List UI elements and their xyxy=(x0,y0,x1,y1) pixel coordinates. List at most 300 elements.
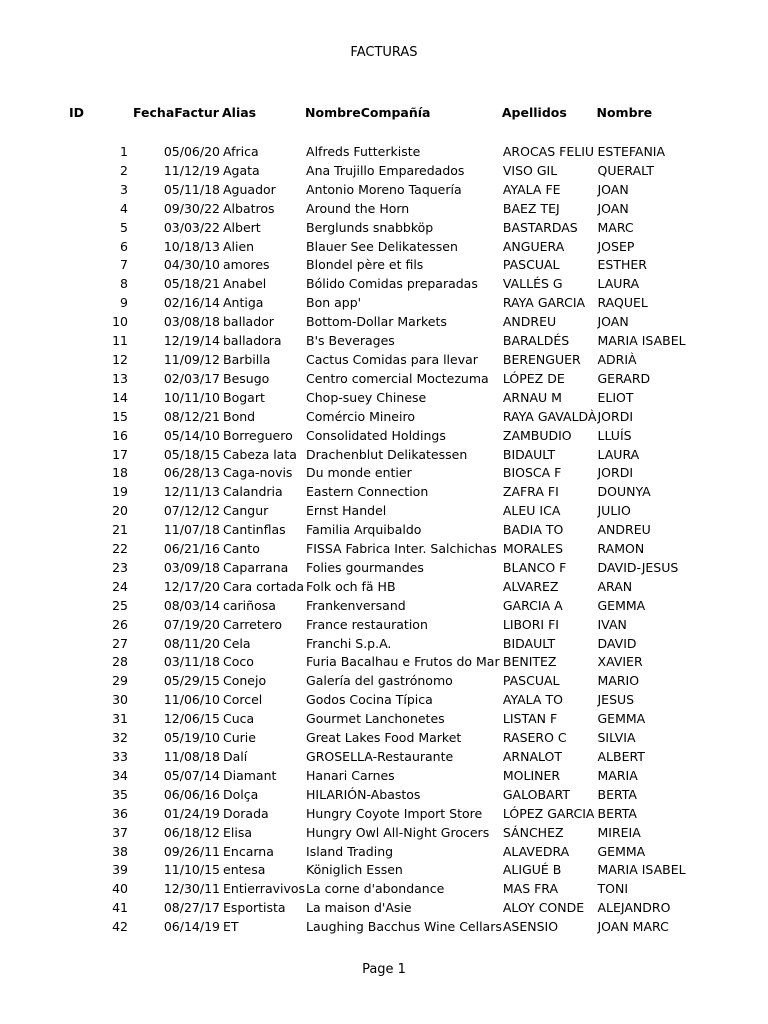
cell-nombre: JORDI xyxy=(597,465,634,481)
cell-apellidos: BADIA TO xyxy=(502,522,564,538)
cell-id: 35 xyxy=(112,786,128,802)
cell-compania: Folk och fä HB xyxy=(306,578,396,594)
cell-compania: Laughing Bacchus Wine Cellars xyxy=(306,919,502,935)
cell-nombre: LLUÍS xyxy=(597,427,632,443)
cell-nombre: GERARD xyxy=(597,370,651,386)
cell-compania: Bottom-Dollar Markets xyxy=(306,314,447,330)
cell-fecha: 05/19/10 xyxy=(163,730,220,746)
cell-compania: Comércio Mineiro xyxy=(306,408,415,424)
cell-alias: Caparrana xyxy=(223,559,289,575)
cell-apellidos: BARALDÉS xyxy=(502,333,570,349)
cell-alias: Bond xyxy=(223,408,256,424)
cell-fecha: 01/24/19 xyxy=(163,805,220,821)
cell-nombre: DAVID xyxy=(597,635,637,651)
cell-fecha: 05/06/20 xyxy=(163,144,220,159)
cell-id: 13 xyxy=(112,370,128,386)
cell-compania: Gourmet Lanchonetes xyxy=(306,711,445,727)
cell-compania: La maison d'Asie xyxy=(306,900,412,916)
cell-fecha: 05/18/21 xyxy=(163,276,220,292)
cell-compania: Du monde entier xyxy=(306,465,412,481)
header-fecha: FechaFactur xyxy=(133,104,219,120)
cell-fecha: 06/18/12 xyxy=(163,824,220,840)
cell-compania: Frankenversand xyxy=(306,597,406,613)
cell-apellidos: LÓPEZ DE xyxy=(502,370,565,386)
cell-fecha: 06/28/13 xyxy=(163,465,220,481)
cell-apellidos: LÓPEZ GARCIA xyxy=(502,805,595,821)
cell-id: 29 xyxy=(112,673,128,689)
cell-nombre: RAMON xyxy=(597,541,645,557)
cell-id: 33 xyxy=(112,749,128,764)
table-row xyxy=(0,729,686,748)
cell-compania: HILARIÓN-Abastos xyxy=(306,786,421,802)
cell-fecha: 09/30/22 xyxy=(163,200,220,216)
cell-compania: Consolidated Holdings xyxy=(306,427,446,443)
cell-alias: Diamant xyxy=(223,767,277,783)
cell-nombre: TONI xyxy=(597,881,629,897)
table-row xyxy=(0,502,686,521)
cell-alias: Aguador xyxy=(223,181,276,197)
cell-alias: Borreguero xyxy=(223,427,293,443)
cell-fecha: 12/19/14 xyxy=(163,333,220,349)
cell-id: 12 xyxy=(112,351,128,367)
header-alias: Alias xyxy=(222,104,257,120)
header-compania: NombreCompañía xyxy=(305,104,431,120)
table-row xyxy=(0,408,686,427)
table-row xyxy=(0,748,686,767)
cell-nombre: JOAN MARC xyxy=(597,919,669,935)
cell-alias: Antiga xyxy=(223,295,264,311)
cell-alias: Corcel xyxy=(223,692,263,708)
cell-alias: entesa xyxy=(223,862,266,878)
table-row xyxy=(0,899,686,918)
cell-nombre: MARIA xyxy=(597,767,638,783)
cell-id: 4 xyxy=(120,200,128,216)
cell-compania: Familia Arquibaldo xyxy=(306,522,422,538)
cell-fecha: 07/19/20 xyxy=(163,616,220,632)
cell-fecha: 05/14/10 xyxy=(163,427,220,443)
cell-nombre: GEMMA xyxy=(597,597,646,613)
cell-fecha: 12/17/20 xyxy=(163,578,220,594)
cell-apellidos: ALAVEDRA xyxy=(502,843,570,859)
table-row xyxy=(0,332,686,351)
cell-nombre: RAQUEL xyxy=(597,295,648,311)
table-row xyxy=(0,313,686,332)
cell-apellidos: ASENSIO xyxy=(502,919,559,935)
cell-compania: FISSA Fabrica Inter. Salchichas xyxy=(306,541,497,557)
cell-compania: Around the Horn xyxy=(306,200,410,216)
cell-apellidos: ANDREU xyxy=(502,314,557,330)
table-row xyxy=(0,275,686,294)
table-row xyxy=(0,351,686,370)
cell-apellidos: AROCAS FELIU xyxy=(502,144,595,159)
cell-id: 27 xyxy=(112,635,128,651)
cell-id: 39 xyxy=(112,862,128,878)
cell-alias: Bogart xyxy=(223,389,265,405)
cell-compania: Bon app' xyxy=(306,295,362,311)
cell-alias: Cuca xyxy=(223,711,255,727)
cell-alias: ballador xyxy=(223,314,274,330)
cell-apellidos: ZAFRA FI xyxy=(502,484,559,500)
cell-alias: Besugo xyxy=(223,370,270,386)
table-row xyxy=(0,653,686,672)
table-row xyxy=(0,464,686,483)
cell-fecha: 03/08/18 xyxy=(163,314,220,330)
cell-nombre: JULIO xyxy=(597,503,631,519)
cell-nombre: MARC xyxy=(597,219,634,235)
document-title: FACTURAS xyxy=(350,45,418,60)
cell-alias: Agata xyxy=(223,162,260,178)
cell-alias: Barbilla xyxy=(223,351,271,367)
cell-nombre: ALEJANDRO xyxy=(597,900,671,916)
cell-apellidos: RAYA GAVALDÀ xyxy=(502,408,597,424)
cell-compania: Chop-suey Chinese xyxy=(306,389,427,405)
cell-apellidos: BASTARDAS xyxy=(502,219,578,235)
cell-fecha: 11/06/10 xyxy=(163,692,220,708)
cell-nombre: JOAN xyxy=(597,181,629,197)
cell-fecha: 10/18/13 xyxy=(163,238,220,254)
cell-nombre: JESUS xyxy=(597,692,635,708)
cell-fecha: 03/09/18 xyxy=(163,559,220,575)
cell-apellidos: BLANCO F xyxy=(502,559,567,575)
cell-id: 25 xyxy=(112,597,128,613)
cell-apellidos: ZAMBUDIO xyxy=(502,427,572,443)
cell-id: 23 xyxy=(112,559,128,575)
cell-id: 1 xyxy=(120,144,128,159)
cell-alias: Cabeza lata xyxy=(223,446,297,462)
cell-apellidos: ARNAU M xyxy=(502,389,562,405)
cell-compania: Antonio Moreno Taquería xyxy=(306,181,462,197)
cell-alias: Canto xyxy=(223,541,260,557)
cell-id: 2 xyxy=(120,162,128,178)
cell-id: 36 xyxy=(112,805,128,821)
table-row xyxy=(0,162,686,181)
cell-id: 26 xyxy=(112,616,128,632)
table-row xyxy=(0,483,686,502)
cell-fecha: 05/11/18 xyxy=(163,181,220,197)
cell-nombre: MARIA ISABEL xyxy=(597,333,686,349)
cell-fecha: 11/12/19 xyxy=(163,162,220,178)
cell-apellidos: BIOSCA F xyxy=(502,465,562,481)
cell-compania: Blondel père et fils xyxy=(306,257,424,273)
cell-apellidos: SÁNCHEZ xyxy=(502,824,564,840)
cell-compania: La corne d'abondance xyxy=(306,881,445,897)
header-nombre: Nombre xyxy=(596,104,653,120)
cell-apellidos: LISTAN F xyxy=(502,711,558,727)
cell-fecha: 03/11/18 xyxy=(163,654,220,670)
cell-fecha: 12/06/15 xyxy=(163,711,220,727)
cell-apellidos: MAS FRA xyxy=(502,881,559,897)
cell-nombre: MARIO xyxy=(597,673,640,689)
header-id: ID xyxy=(69,104,85,120)
cell-id: 10 xyxy=(112,314,128,330)
cell-alias: Elisa xyxy=(223,824,253,840)
cell-nombre: SILVIA xyxy=(597,730,636,746)
cell-id: 16 xyxy=(112,427,128,443)
cell-compania: Ernst Handel xyxy=(306,503,387,519)
cell-apellidos: ARNALOT xyxy=(502,749,563,764)
cell-compania: Hungry Owl All-Night Grocers xyxy=(306,824,490,840)
cell-compania: Drachenblut Delikatessen xyxy=(306,446,468,462)
cell-apellidos: PASCUAL xyxy=(502,673,560,689)
cell-nombre: ALBERT xyxy=(597,749,645,764)
cell-fecha: 09/26/11 xyxy=(163,843,220,859)
cell-id: 32 xyxy=(112,730,128,746)
table-row xyxy=(0,389,686,408)
cell-id: 18 xyxy=(112,465,128,481)
table-row xyxy=(0,219,686,238)
cell-apellidos: BIDAULT xyxy=(502,635,556,651)
cell-id: 42 xyxy=(112,919,128,935)
cell-id: 19 xyxy=(112,484,128,500)
cell-apellidos: BENITEZ xyxy=(502,654,557,670)
header-spacer xyxy=(0,123,686,143)
cell-fecha: 08/27/17 xyxy=(163,900,220,916)
cell-id: 11 xyxy=(112,333,128,349)
cell-alias: Calandria xyxy=(223,484,283,500)
cell-nombre: GEMMA xyxy=(597,711,646,727)
cell-id: 22 xyxy=(112,541,128,557)
cell-apellidos: RAYA GARCIA xyxy=(502,295,586,311)
cell-compania: Godos Cocina Típica xyxy=(306,692,433,708)
cell-apellidos: MOLINER xyxy=(502,767,561,783)
cell-compania: Centro comercial Moctezuma xyxy=(306,370,489,386)
cell-compania: GROSELLA-Restaurante xyxy=(306,749,454,764)
cell-nombre: BERTA xyxy=(597,805,637,821)
cell-apellidos: AYALA TO xyxy=(502,692,563,708)
cell-fecha: 06/21/16 xyxy=(163,541,220,557)
cell-fecha: 08/12/21 xyxy=(163,408,220,424)
header-apellidos: Apellidos xyxy=(501,104,567,120)
cell-nombre: JORDI xyxy=(597,408,634,424)
cell-compania: Cactus Comidas para llevar xyxy=(306,351,478,367)
cell-compania: Furia Bacalhau e Frutos do Mar xyxy=(306,654,500,670)
cell-fecha: 06/06/16 xyxy=(163,786,220,802)
table-row xyxy=(0,427,686,446)
table-row xyxy=(0,200,686,219)
cell-compania: Berglunds snabbköp xyxy=(306,219,434,235)
cell-nombre: DOUNYA xyxy=(597,484,651,500)
table-row xyxy=(0,824,686,843)
cell-fecha: 12/11/13 xyxy=(163,484,220,500)
cell-alias: Cara cortada xyxy=(223,578,304,594)
cell-compania: Franchi S.p.A. xyxy=(306,635,392,651)
cell-id: 28 xyxy=(112,654,128,670)
cell-id: 8 xyxy=(120,276,128,292)
cell-compania: Folies gourmandes xyxy=(306,559,424,575)
cell-id: 3 xyxy=(120,181,128,197)
cell-fecha: 12/30/11 xyxy=(163,881,220,897)
cell-nombre: BERTA xyxy=(597,786,637,802)
cell-compania: Eastern Connection xyxy=(306,484,429,500)
cell-apellidos: ALOY CONDE xyxy=(502,900,585,916)
cell-alias: Albatros xyxy=(223,200,275,216)
table-row xyxy=(0,767,686,786)
cell-compania: Blauer See Delikatessen xyxy=(306,238,458,254)
cell-alias: Curie xyxy=(223,730,256,746)
table-row xyxy=(0,672,686,691)
cell-alias: Dorada xyxy=(223,805,269,821)
cell-fecha: 07/12/12 xyxy=(163,503,220,519)
cell-nombre: LAURA xyxy=(597,446,640,462)
cell-id: 24 xyxy=(112,578,128,594)
cell-apellidos: BERENGUER xyxy=(502,351,581,367)
cell-compania: France restauration xyxy=(306,616,428,632)
cell-alias: Caga-novis xyxy=(223,465,293,481)
table-row xyxy=(0,143,686,162)
cell-id: 6 xyxy=(120,238,128,254)
cell-alias: Albert xyxy=(223,219,261,235)
cell-id: 37 xyxy=(112,824,128,840)
cell-apellidos: BAEZ TEJ xyxy=(502,200,560,216)
cell-alias: Cantinflas xyxy=(223,522,286,538)
cell-apellidos: VISO GIL xyxy=(502,162,558,178)
table-row xyxy=(0,294,686,313)
cell-id: 17 xyxy=(112,446,128,462)
cell-fecha: 03/03/22 xyxy=(163,219,220,235)
cell-id: 15 xyxy=(112,408,128,424)
cell-apellidos: ALVAREZ xyxy=(502,578,559,594)
cell-fecha: 04/30/10 xyxy=(163,257,220,273)
table-row xyxy=(0,710,686,729)
cell-nombre: ADRIÀ xyxy=(597,351,637,367)
cell-fecha: 11/10/15 xyxy=(163,862,220,878)
cell-nombre: JOAN xyxy=(597,314,629,330)
table-row xyxy=(0,540,686,559)
cell-alias: Cela xyxy=(223,635,251,651)
cell-fecha: 05/29/15 xyxy=(163,673,220,689)
cell-id: 9 xyxy=(120,295,128,311)
cell-nombre: QUERALT xyxy=(597,162,654,178)
cell-fecha: 11/09/12 xyxy=(163,351,220,367)
cell-fecha: 08/11/20 xyxy=(163,635,220,651)
table-row xyxy=(0,843,686,862)
page-number: Page 1 xyxy=(362,962,406,977)
cell-nombre: MARIA ISABEL xyxy=(597,862,686,878)
cell-apellidos: ALEU ICA xyxy=(502,503,561,519)
table-row xyxy=(0,256,686,275)
table-row xyxy=(0,370,686,389)
cell-compania: Hanari Carnes xyxy=(306,767,395,783)
cell-apellidos: GALOBART xyxy=(502,786,571,802)
table-row xyxy=(0,521,686,540)
cell-compania: Ana Trujillo Emparedados xyxy=(306,162,465,178)
cell-nombre: ARAN xyxy=(597,578,633,594)
cell-apellidos: MORALES xyxy=(502,541,564,557)
cell-alias: Dalí xyxy=(223,749,248,764)
cell-alias: Coco xyxy=(223,654,254,670)
cell-alias: Esportista xyxy=(223,900,286,916)
cell-id: 20 xyxy=(112,503,128,519)
table-row xyxy=(0,805,686,824)
cell-compania: Galería del gastrónomo xyxy=(306,673,453,689)
cell-nombre: LAURA xyxy=(597,276,640,292)
cell-apellidos: RASERO C xyxy=(502,730,567,746)
cell-nombre: MIREIA xyxy=(597,824,641,840)
cell-id: 14 xyxy=(112,389,128,405)
cell-nombre: ESTEFANIA xyxy=(597,144,666,159)
cell-apellidos: PASCUAL xyxy=(502,257,560,273)
cell-compania: Königlich Essen xyxy=(306,862,403,878)
cell-id: 41 xyxy=(112,900,128,916)
table-row xyxy=(0,861,686,880)
cell-alias: Conejo xyxy=(223,673,267,689)
table-header-row xyxy=(0,103,686,123)
cell-alias: amores xyxy=(223,257,270,273)
cell-fecha: 02/16/14 xyxy=(163,295,220,311)
cell-alias: Africa xyxy=(223,144,259,159)
cell-alias: ET xyxy=(223,919,239,935)
table-row xyxy=(0,181,686,200)
cell-apellidos: AYALA FE xyxy=(502,181,561,197)
cell-id: 40 xyxy=(112,881,128,897)
cell-compania: Bólido Comidas preparadas xyxy=(306,276,478,292)
cell-alias: Anabel xyxy=(223,276,267,292)
table-row xyxy=(0,918,686,937)
cell-alias: Cangur xyxy=(223,503,269,519)
cell-compania: Hungry Coyote Import Store xyxy=(306,805,483,821)
cell-nombre: JOSEP xyxy=(597,238,635,254)
cell-nombre: DAVID-JESUS xyxy=(597,559,679,575)
cell-apellidos: BIDAULT xyxy=(502,446,556,462)
cell-nombre: IVAN xyxy=(597,616,627,632)
table-row xyxy=(0,691,686,710)
cell-apellidos: ANGUERA xyxy=(502,238,565,254)
cell-alias: Encarna xyxy=(223,843,274,859)
cell-id: 7 xyxy=(120,257,128,273)
cell-nombre: XAVIER xyxy=(597,654,643,670)
table-row xyxy=(0,446,686,465)
cell-apellidos: GARCIA A xyxy=(502,597,563,613)
cell-nombre: ESTHER xyxy=(597,257,647,273)
cell-compania: Alfreds Futterkiste xyxy=(306,144,421,159)
cell-compania: Island Trading xyxy=(306,843,394,859)
cell-alias: balladora xyxy=(223,333,282,349)
table-row xyxy=(0,559,686,578)
cell-nombre: GEMMA xyxy=(597,843,646,859)
cell-alias: Carretero xyxy=(223,616,282,632)
cell-compania: B's Beverages xyxy=(306,333,395,349)
cell-alias: Entierravivos xyxy=(223,881,306,897)
cell-apellidos: LIBORI FI xyxy=(502,616,559,632)
cell-fecha: 11/07/18 xyxy=(163,522,220,538)
cell-apellidos: VALLÉS G xyxy=(502,276,563,292)
cell-nombre: JOAN xyxy=(597,200,629,216)
table-row xyxy=(0,880,686,899)
table-row xyxy=(0,635,686,654)
cell-fecha: 06/14/19 xyxy=(163,919,220,935)
cell-compania: Great Lakes Food Market xyxy=(306,730,462,746)
cell-fecha: 10/11/10 xyxy=(163,389,220,405)
cell-nombre: ELIOT xyxy=(597,389,634,405)
cell-alias: cariñosa xyxy=(223,597,276,613)
cell-id: 31 xyxy=(112,711,128,727)
cell-alias: Alien xyxy=(223,238,255,254)
cell-fecha: 05/07/14 xyxy=(163,767,220,783)
cell-id: 5 xyxy=(120,219,128,235)
table-row xyxy=(0,238,686,257)
cell-id: 21 xyxy=(112,522,128,538)
cell-alias: Dolça xyxy=(223,786,259,802)
table-row xyxy=(0,786,686,805)
cell-nombre: ANDREU xyxy=(597,522,651,538)
cell-fecha: 05/18/15 xyxy=(163,446,220,462)
table-row xyxy=(0,616,686,635)
cell-id: 34 xyxy=(112,767,128,783)
cell-fecha: 02/03/17 xyxy=(163,370,220,386)
cell-apellidos: ALIGUÉ B xyxy=(502,862,562,878)
invoices-table xyxy=(0,103,686,937)
table-row xyxy=(0,597,686,616)
